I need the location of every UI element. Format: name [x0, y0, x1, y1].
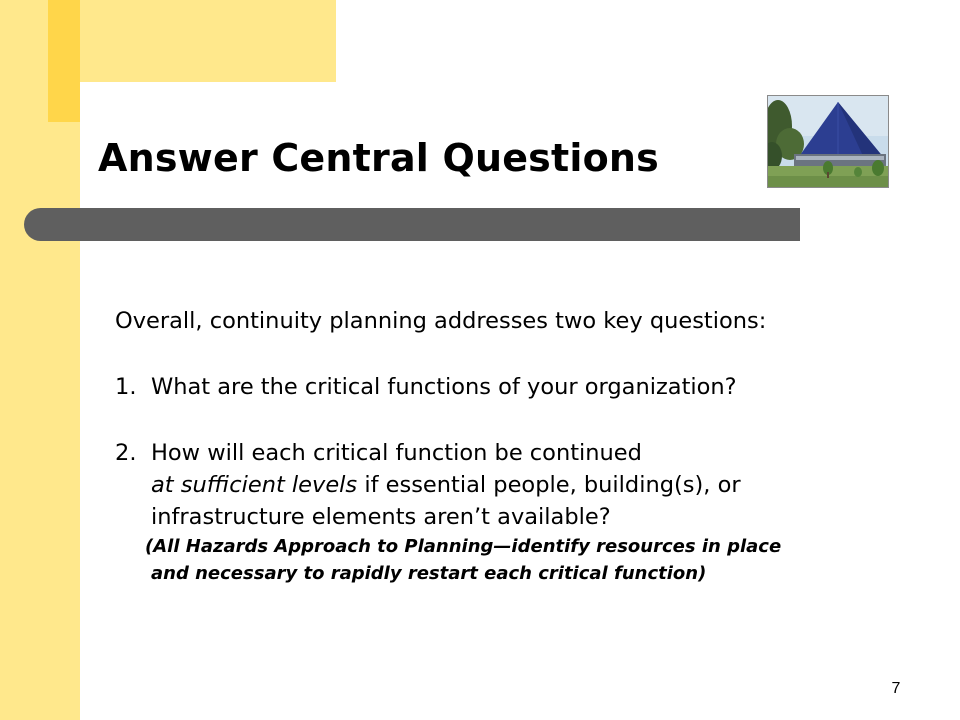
page-number: 7 [891, 680, 901, 697]
accent-stripe [48, 0, 80, 122]
question-1-text: What are the critical functions of your organization? [151, 374, 737, 400]
question-2-line1: How will each critical function be continued [151, 440, 642, 466]
slide-title: Answer Central Questions [98, 136, 659, 180]
question-2-line2 [115, 469, 905, 501]
intro-text: Overall, continuity planning addresses two key questions: [115, 308, 767, 334]
note-line-1: (All Hazards Approach to Planning—identify resources in place [145, 536, 782, 557]
question-1 [115, 371, 905, 403]
question-2-emphasis: at sufficient levels [151, 472, 358, 498]
question-2 [115, 437, 905, 469]
question-2-line3: infrastructure elements aren’t available? [151, 504, 611, 530]
pyramid-building-photo [767, 95, 889, 188]
slide-body [115, 305, 905, 587]
photo-image [768, 96, 888, 187]
title-underline-bar [24, 208, 800, 241]
question-1-number: 1. [115, 374, 137, 400]
note-line-2: and necessary to rapidly restart each critical function) [151, 563, 707, 584]
question-2-line2-rest: if essential people, building(s), or [357, 472, 741, 498]
question-2-number: 2. [115, 440, 137, 466]
